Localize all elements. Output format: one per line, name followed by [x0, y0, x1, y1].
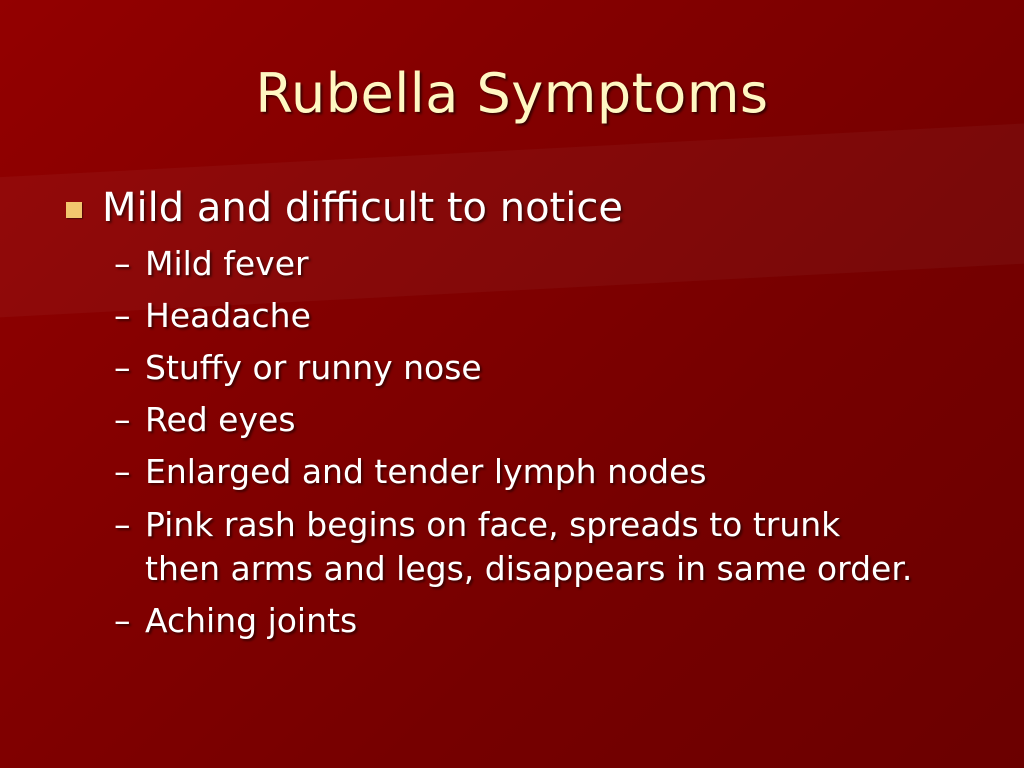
sub-item-aching-joints [114, 599, 357, 643]
sub-item-headache [114, 294, 311, 338]
sub-item-red-eyes [114, 398, 296, 442]
dash-marker: – [114, 452, 131, 491]
dash-marker: – [114, 400, 131, 439]
slide-title: Rubella Symptoms [255, 62, 769, 125]
sub-item-text: Mild fever [145, 244, 309, 283]
sub-item-nose [114, 346, 482, 390]
main-bullet-text: Mild and difficult to notice [102, 185, 623, 231]
square-bullet-icon [66, 202, 82, 218]
sub-item-lymph-nodes [114, 450, 707, 494]
dash-marker: – [114, 601, 131, 640]
sub-item-mild-fever [114, 242, 309, 286]
sub-item-text-continued: then arms and legs, disappears in same order. [145, 549, 913, 588]
dash-marker: – [114, 348, 131, 387]
sub-item-text: Stuffy or runny nose [145, 348, 482, 387]
sub-item-text: Enlarged and tender lymph nodes [145, 452, 707, 491]
sub-item-text: Aching joints [145, 601, 358, 640]
dash-marker: – [114, 244, 131, 283]
sub-item-text: Red eyes [145, 400, 296, 439]
sub-item-pink-rash [114, 503, 912, 591]
sub-item-text: Headache [145, 296, 311, 335]
dash-marker: – [114, 505, 131, 544]
sub-item-text: Pink rash begins on face, spreads to trunk [145, 505, 841, 544]
dash-marker: – [114, 296, 131, 335]
